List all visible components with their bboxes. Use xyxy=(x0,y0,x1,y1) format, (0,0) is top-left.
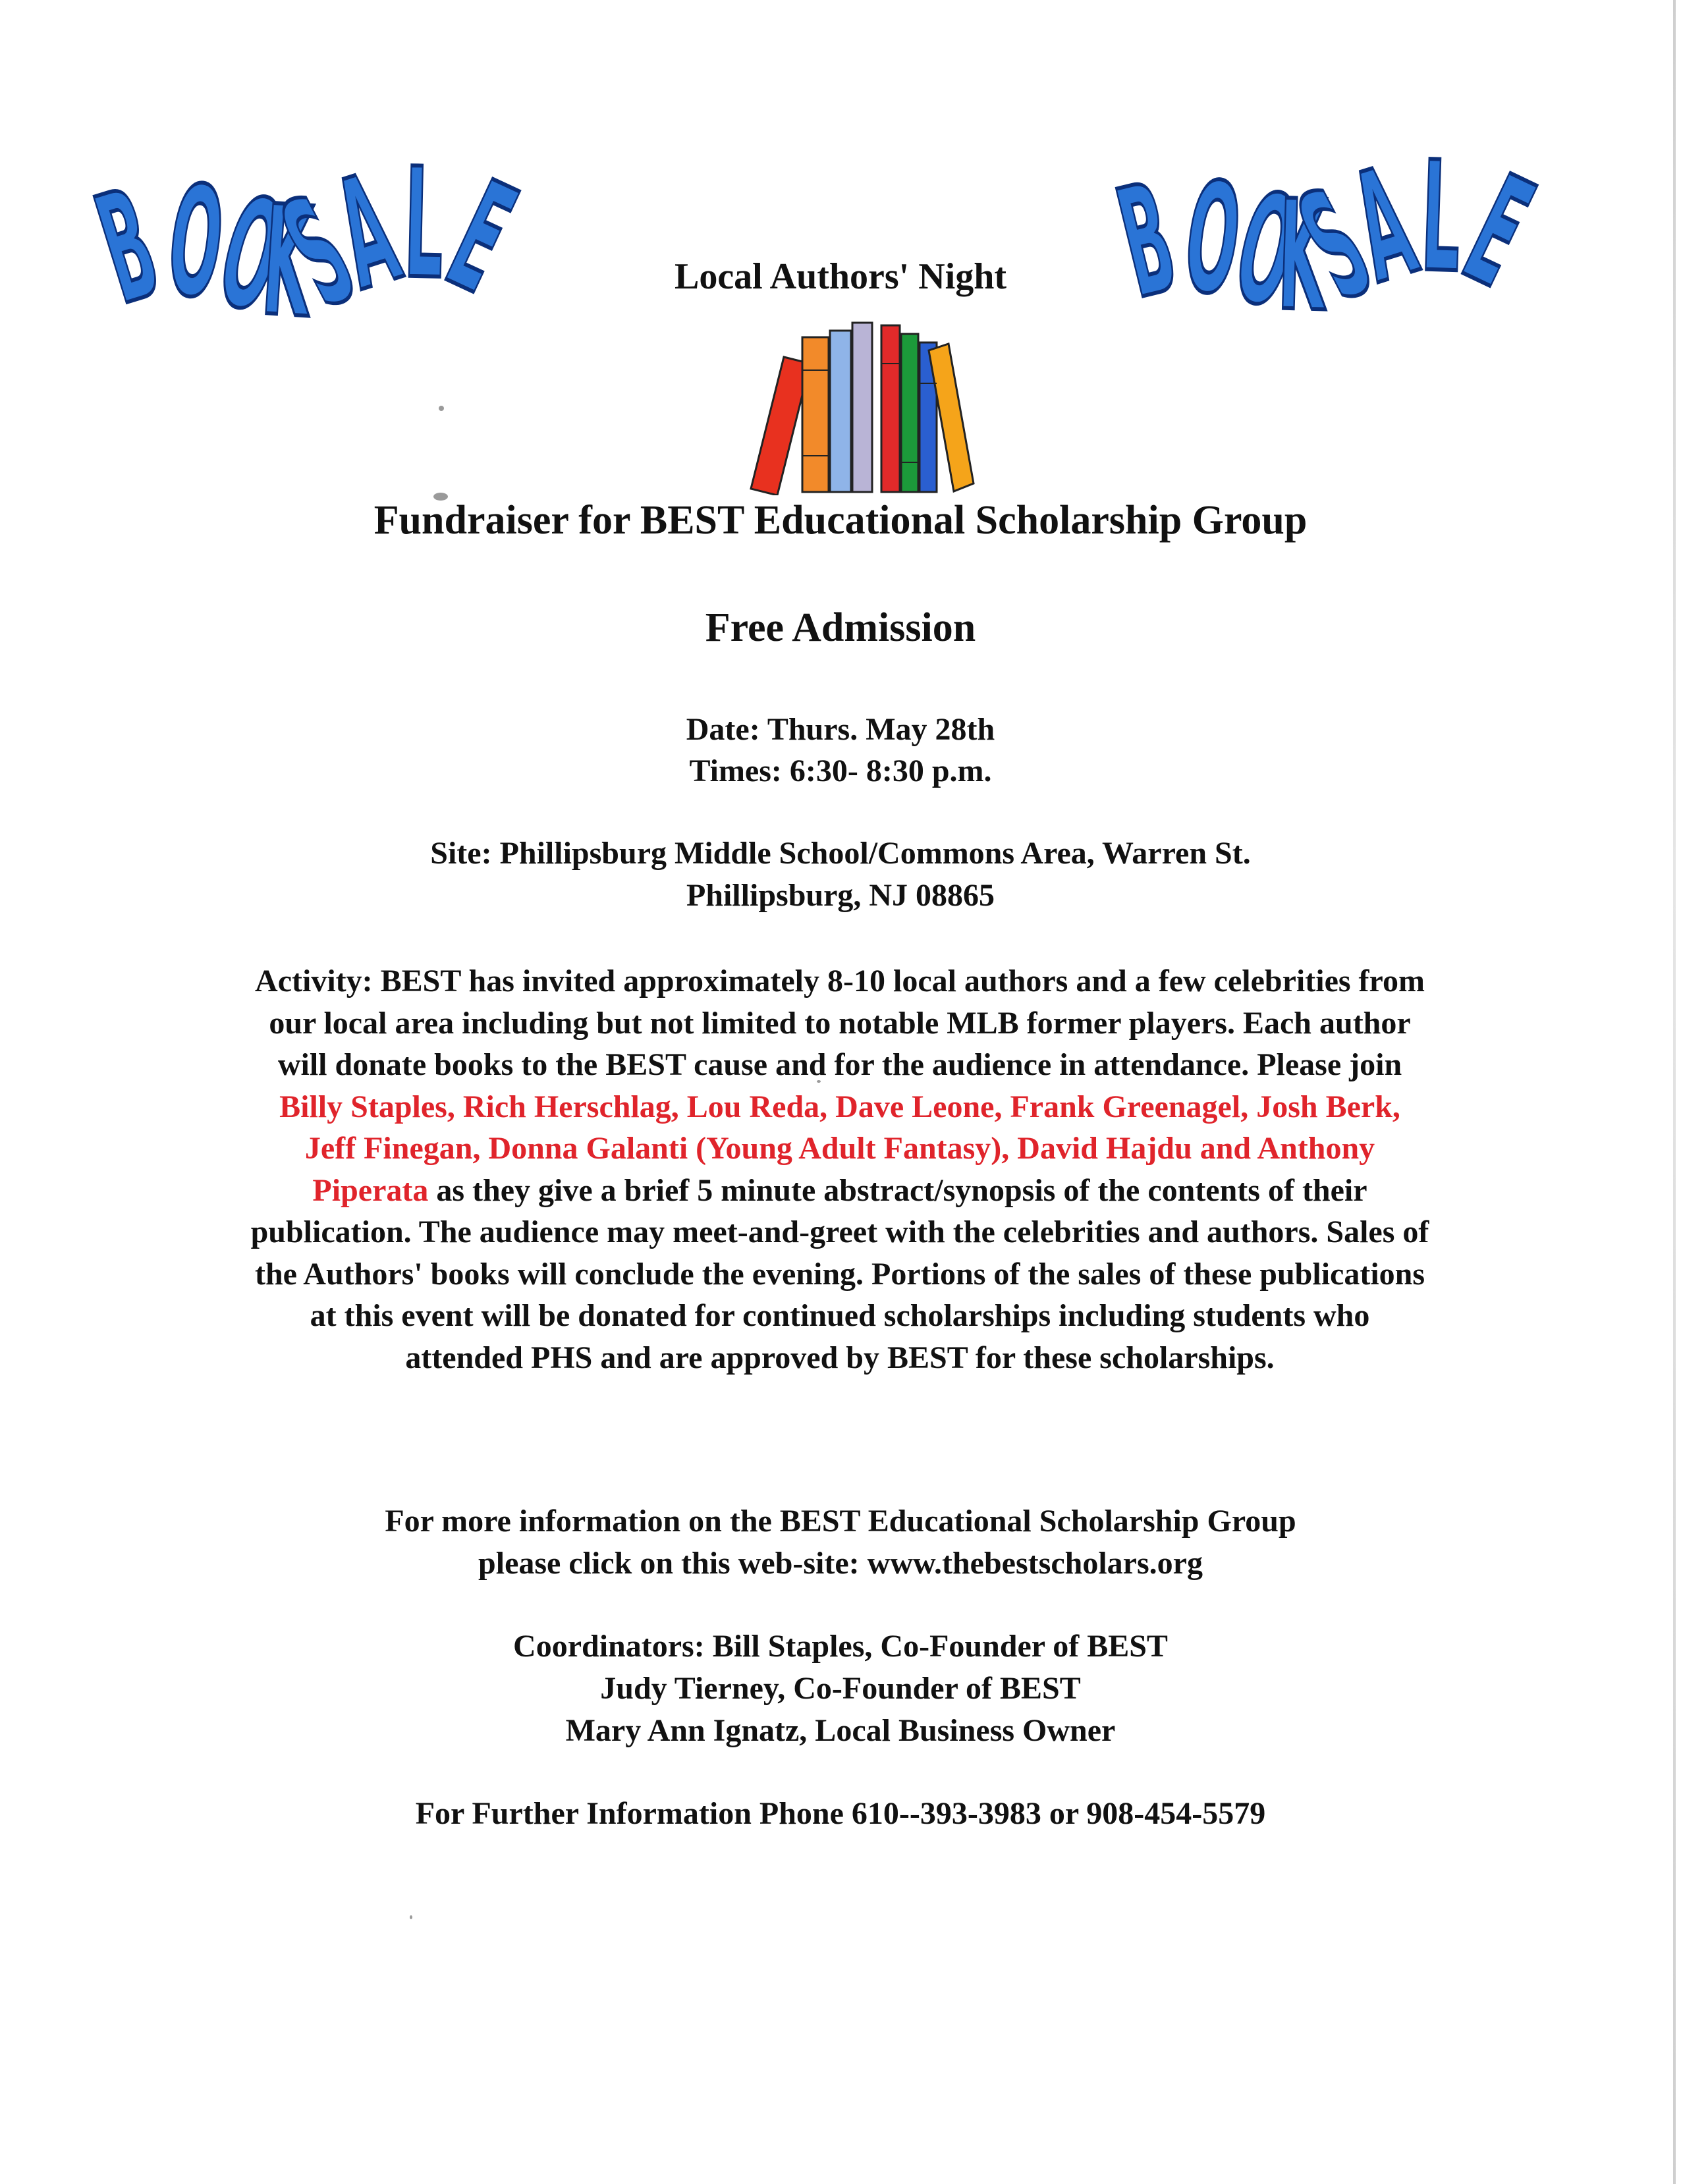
stack-of-books-icon xyxy=(711,311,975,495)
fundraiser-heading: Fundraiser for BEST Educational Scholarship Group xyxy=(373,498,1308,543)
phone-info: For Further Information Phone 610--393-3983 or 908-454-5579 xyxy=(415,1796,1266,1831)
activity-paragraph xyxy=(250,960,1429,1379)
scan-edge-shadow xyxy=(1673,0,1676,2184)
event-title: Local Authors' Night xyxy=(674,256,1007,297)
book-sale-text-left: BOOK SALE xyxy=(80,122,589,366)
admission-heading: Free Admission xyxy=(705,605,976,650)
info-line-2: please click on this web-site: www.thebestscholars.org xyxy=(478,1546,1203,1581)
event-site-line2: Phillipsburg, NJ 08865 xyxy=(686,878,995,913)
coordinator-2: Judy Tierney, Co-Founder of BEST xyxy=(600,1671,1081,1706)
coordinator-3: Mary Ann Ignatz, Local Business Owner xyxy=(565,1713,1116,1748)
activity-rest: as they give a brief 5 minute abstract/synopsis of the contents of their publication. The audience may meet-and-greet with the celebrities and authors. Sales of the Authors' books will conclude the evening. Portions of the sales of these publications at this event will be donated for continued scholarships including students who attended PHS and are approved by BEST for these scholarships. xyxy=(250,1172,1429,1375)
scan-speck xyxy=(410,1915,412,1919)
book-sale-text-right: BOOK SALE xyxy=(1103,115,1606,360)
author-names: Billy Staples, Rich Herschlag, Lou Reda, Dave Leone, Frank Greenagel, Josh Berk, Jeff Finegan, Donna Galanti (Young Adult Fantasy), David Hajdu and Anthony Piperata xyxy=(279,1089,1400,1208)
event-site-line1: Site: Phillipsburg Middle School/Commons Area, Warren St. xyxy=(430,836,1251,871)
info-line-1: For more information on the BEST Educational Scholarship Group xyxy=(385,1504,1296,1539)
scan-speck xyxy=(439,406,444,411)
event-date: Date: Thurs. May 28th xyxy=(686,712,995,747)
coordinator-1: Coordinators: Bill Staples, Co-Founder of BEST xyxy=(513,1629,1168,1664)
activity-intro: Activity: BEST has invited approximately 8-10 local authors and a few celebrities from our local area including but not limited to notable MLB former players. Each author will donate books to the BEST cause and for the audience in attendance. Please join xyxy=(255,964,1425,1082)
event-times: Times: 6:30- 8:30 p.m. xyxy=(689,753,992,788)
